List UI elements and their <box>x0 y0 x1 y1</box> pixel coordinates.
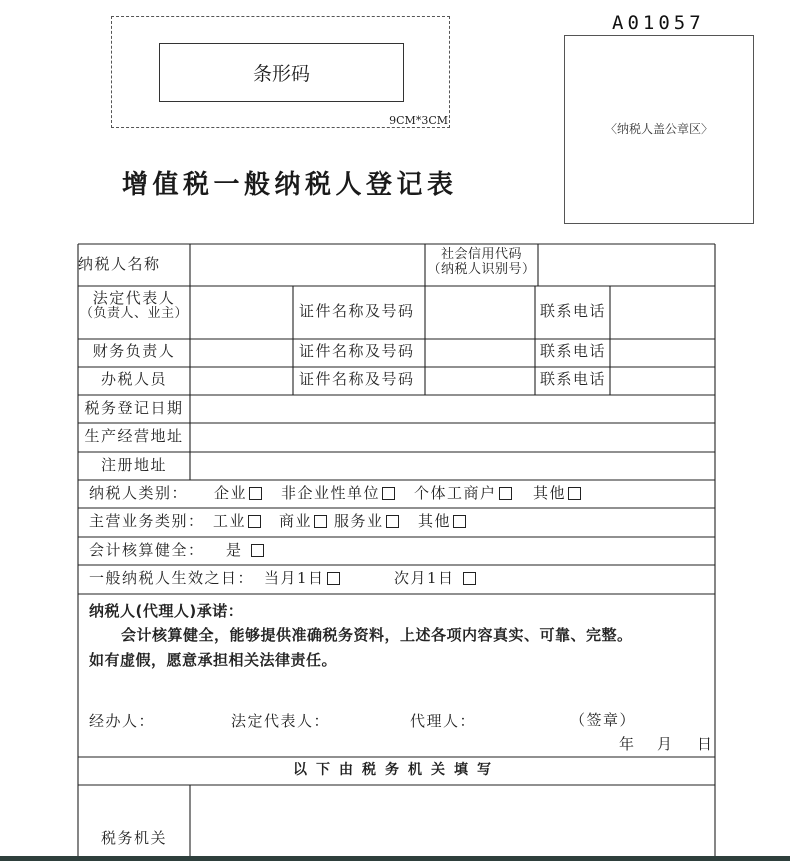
taxpayer-type-enterprise: 企业 <box>214 485 262 502</box>
date-year: 年 <box>619 735 636 753</box>
seal-label: 〈纳税人盖公章区〉 <box>604 122 713 136</box>
business-address-label: 生产经营地址 <box>84 427 184 445</box>
pledge-legal-rep-label: 法定代表人： <box>231 712 331 730</box>
barcode-label: 条形码 <box>159 43 404 102</box>
taxpayer-type-label: 纳税人类别： <box>89 484 189 502</box>
pledge-title: 纳税人(代理人)承诺： <box>89 602 244 620</box>
date-day: 日 <box>697 735 714 753</box>
registered-address-label: 注册地址 <box>100 456 167 474</box>
checkbox[interactable] <box>327 572 340 585</box>
checkbox[interactable] <box>499 487 512 500</box>
date-month: 月 <box>657 735 674 753</box>
checkbox[interactable] <box>382 487 395 500</box>
legal-rep-phone-label: 联系电话 <box>540 302 607 320</box>
checkbox[interactable] <box>568 487 581 500</box>
taxpayer-type-other: 其他 <box>533 485 581 502</box>
page-title: 增值税一般纳税人登记表 <box>122 170 458 200</box>
business-type-industry: 工业 <box>213 513 261 530</box>
finance-head-label: 财务负责人 <box>92 342 176 360</box>
effective-date-label: 一般纳税人生效之日： <box>89 569 255 587</box>
effective-next-month: 次月1日 <box>394 570 476 587</box>
checkbox[interactable] <box>314 515 327 528</box>
legal-rep-id-label: 证件名称及号码 <box>299 302 415 320</box>
checkbox[interactable] <box>453 515 466 528</box>
taxpayer-name-label: 纳税人名称 <box>78 255 161 273</box>
pledge-line1: 会计核算健全，能够提供准确税务资料，上述各项内容真实、可靠、完整。 <box>121 626 633 644</box>
tax-office-label: 税务机关 <box>100 829 167 847</box>
legal-rep-label: 法定代表人 （负责人、业主） <box>79 289 188 322</box>
effective-current-month: 当月1日 <box>264 570 340 587</box>
form-code: A01057 <box>612 12 705 34</box>
accounting-yes: 是 <box>226 542 264 559</box>
barcode-size: 9CM*3CM <box>389 114 448 127</box>
pledge-line2: 如有虚假，愿意承担相关法律责任。 <box>89 651 338 669</box>
tax-office-section-title: 以下由税务机关填写 <box>293 762 500 778</box>
checkbox[interactable] <box>251 544 264 557</box>
tax-clerk-phone-label: 联系电话 <box>540 370 607 388</box>
handler-label: 经办人： <box>89 712 156 730</box>
finance-head-phone-label: 联系电话 <box>540 342 607 360</box>
checkbox[interactable] <box>386 515 399 528</box>
business-type-service: 服务业 <box>334 513 399 530</box>
business-type-other: 其他 <box>418 513 466 530</box>
seal-note: （签章） <box>570 711 637 729</box>
tax-clerk-label: 办税人员 <box>100 370 167 388</box>
credit-code-label: 社会信用代码 （纳税人识别号） <box>427 247 536 277</box>
tax-clerk-id-label: 证件名称及号码 <box>299 370 415 388</box>
taxpayer-type-individual: 个体工商户 <box>414 485 512 502</box>
checkbox[interactable] <box>463 572 476 585</box>
taxpayer-type-nonenterprise: 非企业性单位 <box>281 485 395 502</box>
finance-head-id-label: 证件名称及号码 <box>299 342 415 360</box>
reg-date-label: 税务登记日期 <box>84 399 184 417</box>
agent-label: 代理人： <box>410 712 477 730</box>
checkbox[interactable] <box>248 515 261 528</box>
business-type-commerce: 商业 <box>279 513 327 530</box>
checkbox[interactable] <box>249 487 262 500</box>
accounting-label: 会计核算健全： <box>89 541 205 559</box>
business-type-label: 主营业务类别： <box>89 512 205 530</box>
